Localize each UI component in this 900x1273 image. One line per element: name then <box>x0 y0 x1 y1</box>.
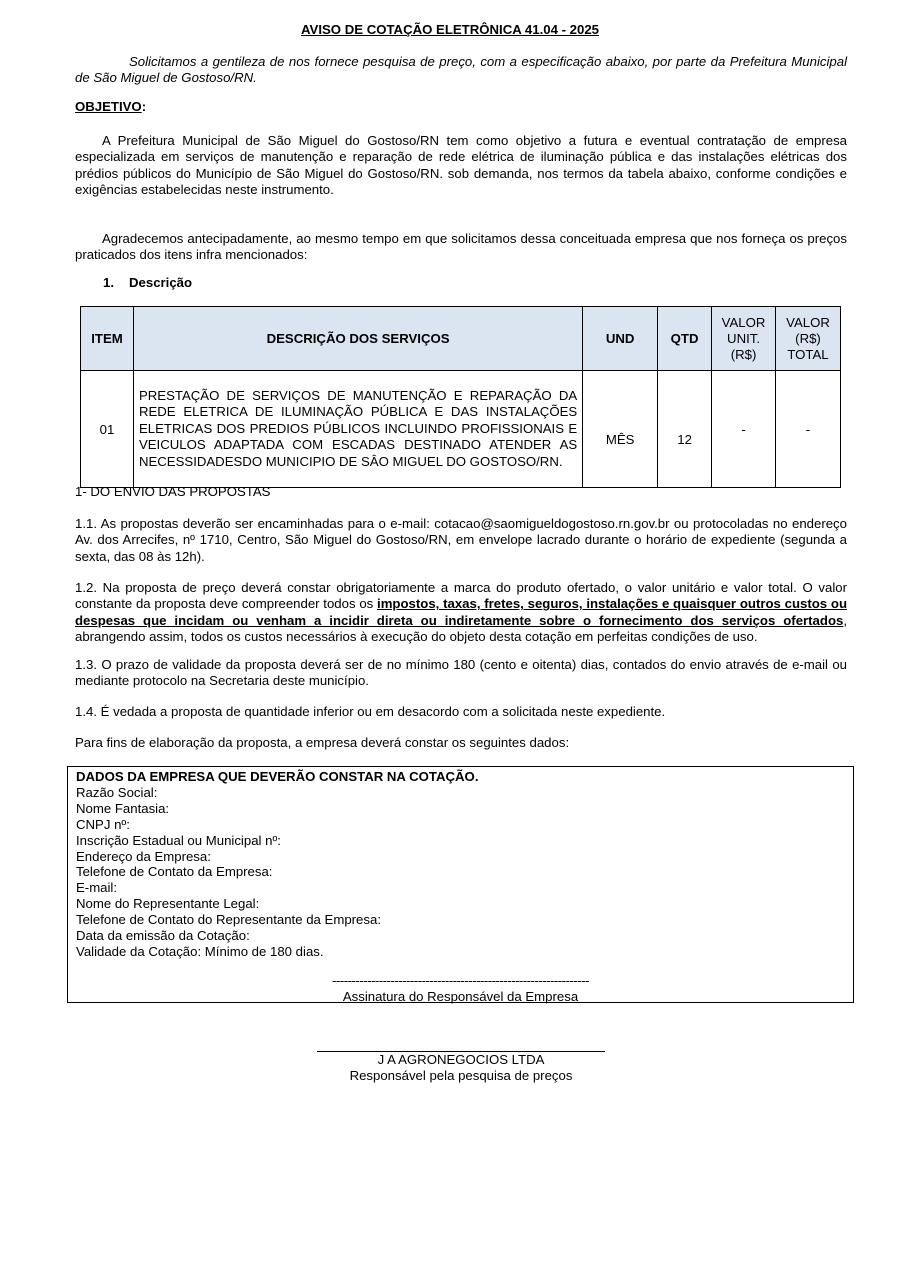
p2-after: , abrangendo assim, todos os custos necessários à execução do objeto desta cotação em perfeitas condições de uso. <box>75 612 847 645</box>
field-nome-fantasia: Nome Fantasia: <box>76 800 170 816</box>
footer-block <box>317 1052 605 1084</box>
field-cnpj: CNPJ nº: <box>76 816 130 832</box>
field-representante: Nome do Representante Legal: <box>76 896 260 912</box>
descricao-heading <box>103 275 192 290</box>
field-email: E-mail: <box>76 880 118 896</box>
field-razao-social: Razão Social: <box>76 784 158 800</box>
objetivo-colon: : <box>141 99 147 114</box>
field-inscricao: Inscrição Estadual ou Municipal nº: <box>76 832 281 848</box>
objetivo-heading <box>75 99 146 114</box>
p2-emphasis: impostos, taxas, fretes, seguros, instalações e quaisquer outros custos ou despesas que incidam ou venham a incidir direta ou indiretamente sobre o fornecimento dos serviços ofertados <box>75 596 848 628</box>
header-item: ITEM <box>81 307 134 371</box>
field-telefone-representante: Telefone de Contato do Representante da Empresa: <box>76 912 381 928</box>
field-endereco: Endereço da Empresa: <box>76 848 211 864</box>
envio-paragraph-dados: Para fins de elaboração da proposta, a empresa deverá constar os seguintes dados: <box>75 735 570 750</box>
signature-block <box>68 973 853 1004</box>
agradecimento-paragraph: Agradecemos antecipadamente, ao mesmo tempo em que solicitamos dessa conceituada empresa que nos forneça os preços praticados dos itens infra mencionados: <box>75 231 847 263</box>
cell-item: 01 <box>81 371 134 488</box>
envio-paragraph-1-3: 1.3. O prazo de validade da proposta deverá ser de no mínimo 180 (cento e oitenta) dias, contados do envio através de e-mail ou mediante protocolo na Secretaria deste município. <box>75 657 847 689</box>
cell-descricao: PRESTAÇÃO DE SERVIÇOS DE MANUTENÇÃO E REPARAÇÃO DA REDE ELETRICA DE ILUMINAÇÃO PÚBLICA E DAS INSTALAÇÕES ELETRICAS DOS PREDIOS PÚBLICOS INCLUINDO PROFISSIONAIS E VEICULOS ADAPTADA COM ESCADAS DESTINADO ATENDER AS NECESSIDADESDO MUNICIPIO DE SÂO MIGUEL DO GOSTOSO/RN. <box>133 371 582 488</box>
descricao-label: Descrição <box>129 275 193 290</box>
signature-dashes: ------------------------------------------------------------------ <box>332 973 589 988</box>
header-descricao: DESCRIÇÃO DOS SERVIÇOS <box>133 307 582 371</box>
field-data-emissao: Data da emissão da Cotação: <box>76 928 250 944</box>
cell-valor-total: - <box>776 371 841 488</box>
field-validade: Validade da Cotação: Mínimo de 180 dias. <box>76 943 324 959</box>
company-data-box <box>67 766 854 1003</box>
descricao-number: 1. <box>103 275 114 290</box>
document-title: AVISO DE COTAÇÃO ELETRÔNICA 41.04 - 2025 <box>300 22 599 37</box>
envio-heading: 1- DO ENVIO DAS PROPOSTAS <box>75 484 271 499</box>
objetivo-heading-text: OBJETIVO <box>75 99 142 114</box>
cell-und: MÊS <box>583 371 658 488</box>
company-data-list <box>76 769 478 960</box>
signature-label: Assinatura do Responsável da Empresa <box>342 988 579 1004</box>
header-und: UND <box>583 307 658 371</box>
header-valor-total: VALOR (R$) TOTAL <box>776 307 841 371</box>
objetivo-paragraph: A Prefeitura Municipal de São Miguel do Gostoso/RN tem como objetivo a futura e eventual contratação de empresa especializada em serviços de manutenção e reparação de rede elétrica de iluminação pública e das instalações elétricas dos prédios públicos do Município de São Miguel do Gostoso/RN. sob demanda, nos termos da tabela abaixo, conforme condições e exigências estabelecidas neste instrumento. <box>75 133 847 198</box>
header-valor-unit: VALOR UNIT. (R$) <box>712 307 776 371</box>
footer-company: J A AGRONEGOCIOS LTDA <box>377 1052 545 1067</box>
company-data-title: DADOS DA EMPRESA QUE DEVERÃO CONSTAR NA COTAÇÃO. <box>76 769 479 784</box>
field-telefone-empresa: Telefone de Contato da Empresa: <box>76 864 273 880</box>
intro-paragraph: Solicitamos a gentileza de nos fornece pesquisa de preço, com a especificação abaixo, por parte da Prefeitura Municipal de São Miguel de Gostoso/RN. <box>75 54 847 85</box>
p2-before: 1.2. Na proposta de preço deverá constar obrigatoriamente a marca do produto ofertado, o valor unitário e valor total. O valor constante da proposta deve compreender todos os <box>75 580 847 612</box>
header-qtd: QTD <box>658 307 712 371</box>
table-row <box>81 371 841 488</box>
footer-role: Responsável pela pesquisa de preços <box>349 1068 573 1083</box>
table-header-row <box>81 307 841 371</box>
envio-paragraph-1-1: 1.1. As propostas deverão ser encaminhadas para o e-mail: cotacao@saomigueldogostoso.rn.gov.br ou protocoladas no endereço Av. dos Arrecifes, nº 1710, Centro, São Miguel do Gostoso/RN, em envelope lacrado durante o horário de expediente (segunda a sexta, das 08 às 12h). <box>75 516 847 564</box>
cell-qtd: 12 <box>658 371 712 488</box>
cell-valor-unit: - <box>712 371 776 488</box>
envio-paragraph-1-4: 1.4. É vedada a proposta de quantidade inferior ou em desacordo com a solicitada neste expediente. <box>75 704 666 719</box>
envio-paragraph-1-2 <box>75 580 847 646</box>
services-table <box>80 306 841 488</box>
